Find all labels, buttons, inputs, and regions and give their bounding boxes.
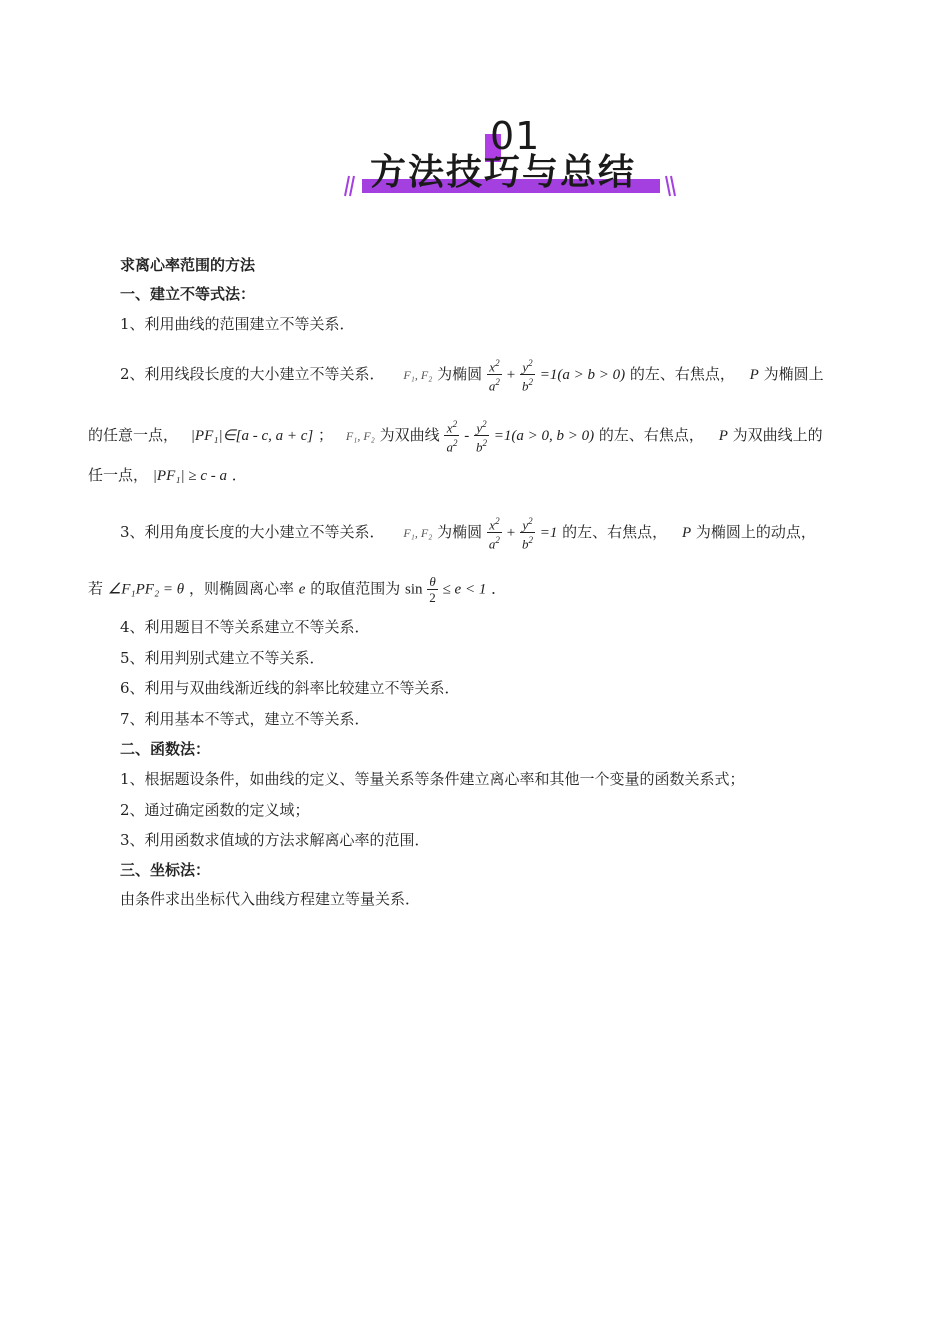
item-1-2-line-1: 2、利用线段长度的大小建立不等关系． F₁, F₂ 为椭圆 $\frac{x^2}{a^2}$ + $\frac{y^2}{b^2}$ =1(a > b > 0) 的左、右焦点， P 为椭圆上 [120,358,824,394]
point-p-c: P [681,524,692,541]
moving-point-text: 为椭圆上的动点， [695,522,816,541]
period-c: ． [491,579,507,598]
semicolon: ； [318,425,334,444]
ellipse-word: 为椭圆 [437,364,483,383]
if-word: 若 [88,579,104,598]
eccentricity-inequality: ≤ e < 1 [442,581,487,598]
item-1-3-line-1: 3、利用角度长度的大小建立不等关系． F₁, F₂ 为椭圆 $\frac{x^2}{a^2}$ + $\frac{y^2}{b^2}$ =1 的左、右焦点， P 为椭圆上的动点， [120,516,816,552]
range-word: 的取值范围为 [310,579,401,598]
item-1-4: 4、利用题目不等关系建立不等关系． [120,618,370,636]
item-1-6: 6、利用与双曲线渐近线的斜率比较建立不等关系． [120,679,460,697]
y-frac-c: $\frac{y^2}{b^2}$ [521,516,533,552]
item-1-3-lead: 3、利用角度长度的大小建立不等关系． [120,522,385,541]
period: ． [231,466,247,484]
foci-label-b: F₁, F₂ [345,428,375,443]
section-banner [340,112,680,204]
ellipse-equation: =1(a > b > 0) [539,366,626,383]
any-point-text: 的任意一点， [88,425,179,444]
any-point-text-b: 任一点， [88,466,149,484]
hyperbola-word: 为双曲线 [379,425,440,444]
then-text: ，则椭圆离心率 [188,579,294,598]
section-1-title: 一、建立不等式法： [120,285,256,303]
hyper-y-frac: $\frac{y^2}{b^2}$ [476,419,487,455]
section-3-title: 三、坐标法： [120,861,211,879]
hyperbola-equation: =1(a > 0, b > 0) [493,427,595,444]
foci-label: F₁, F₂ [403,367,433,382]
left-right-foci-text-c: 的左、右焦点， [562,522,668,541]
hyper-x-frac: $\frac{x^2}{a^2}$ [446,419,458,455]
left-right-foci-text: 的左、右焦点， [629,364,735,383]
item-2-3: 3、利用函数求值域的方法求解离心率的范围． [120,831,430,849]
on-hyperbola-text: 为双曲线上的 [732,425,823,444]
item-1-2-lead: 2、利用线段长度的大小建立不等关系． [120,364,385,383]
ellipse-word-c: 为椭圆 [437,522,483,541]
right-slash-decoration-icon [664,174,678,198]
item-1-7: 7、利用基本不等式，建立不等关系． [120,710,370,728]
point-p: P [749,366,759,383]
item-2-1: 1、根据题设条件，如曲线的定义、等量关系等条件建立离心率和其他一个变量的函数关系式； [120,770,745,788]
hyperbola-inequality: |PF₁| ≥ c - a [152,468,227,484]
item-1-5: 5、利用判别式建立不等关系． [120,649,325,667]
left-slash-decoration-icon [342,174,356,198]
point-p-b: P [718,427,728,444]
item-1-3-line-2 [88,574,506,605]
pf1-range: |PF₁|∈[a - c, a + c] [190,427,314,444]
item-3-1: 由条件求出坐标代入曲线方程建立等量关系． [120,890,421,908]
ellipse-equation-c: =1 [539,524,558,541]
method-heading: 求离心率范围的方法 [120,256,256,274]
foci-label-c: F₁, F₂ [403,525,433,540]
item-1-2-line-2: 的任意一点， |PF₁|∈[a - c, a + c] ； F₁, F₂ 为双曲线 $\frac{x^2}{a^2}$ - $\frac{y^2}{b^2}$ =1(a > 0, b > 0) 的左、右焦点， P 为双曲线上的 [88,419,823,455]
on-ellipse-text: 为椭圆上 [763,364,824,383]
sin-function: sin [404,581,423,598]
x-frac-c: $\frac{x^2}{a^2}$ [488,516,500,552]
eccentricity-e: e [298,581,306,598]
left-right-foci-text-b: 的左、右焦点， [598,425,704,444]
item-1-2-line-3 [88,465,247,486]
angle-expression: ∠F₁PF₂ = θ [107,581,185,598]
item-1-1: 1、利用曲线的范围建立不等关系． [120,315,355,333]
theta-over-2: $\frac{\theta}{2}$ [429,574,436,605]
item-2-2: 2、通过确定函数的定义域； [120,801,310,819]
y-squared-over-b-squared: $\frac{y^2}{b^2}$ [521,358,533,394]
section-2-title: 二、函数法： [120,740,211,758]
x-squared-over-a-squared: $\frac{x^2}{a^2}$ [488,358,500,394]
section-title: 方法技巧与总结 [370,152,637,193]
section-number: 01 [490,114,541,158]
